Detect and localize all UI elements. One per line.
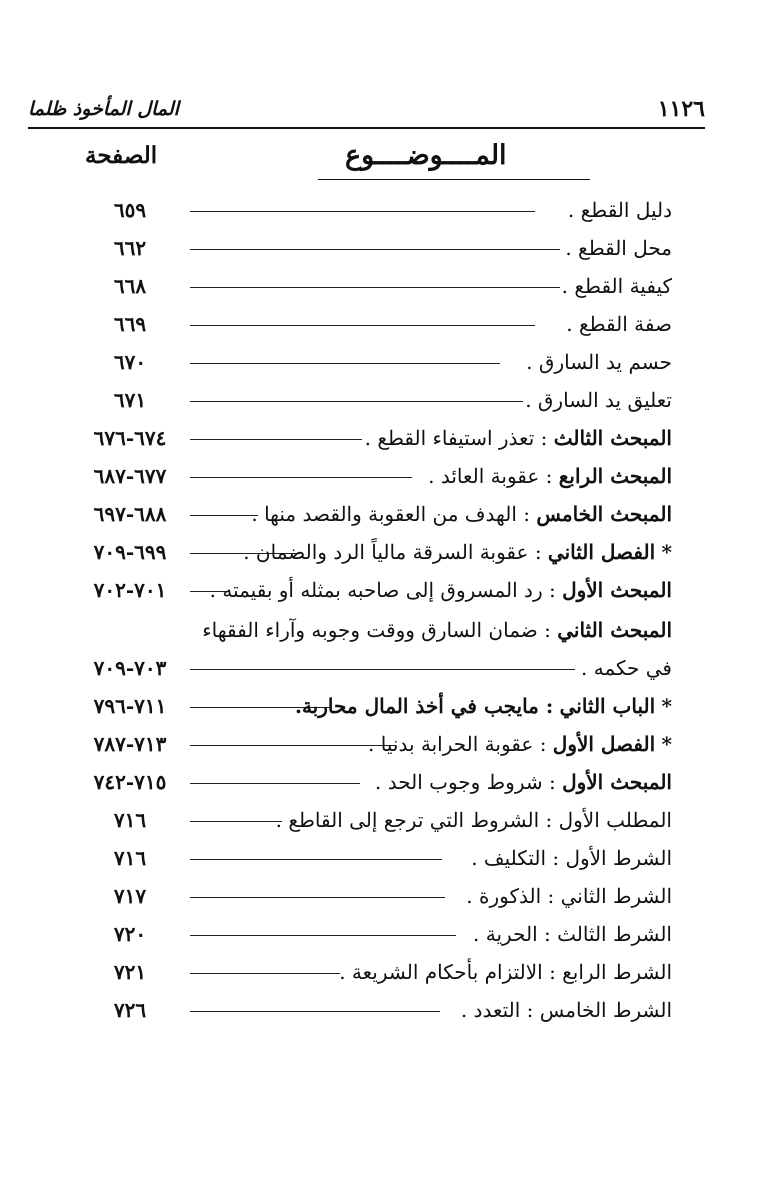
toc-row xyxy=(60,534,672,572)
dot-leader xyxy=(190,211,535,212)
toc-entry-title: الشرط الثالث : الحرية . xyxy=(473,922,672,946)
toc-row xyxy=(60,726,672,764)
toc-row xyxy=(60,496,672,534)
bullet-star-icon: * xyxy=(661,732,672,756)
toc-entry xyxy=(565,234,672,262)
toc-entry-title: : مايجب في أخذ المال محاربة. xyxy=(294,694,554,718)
bullet-star-icon: * xyxy=(661,694,672,718)
toc-entry-title: محل القطع . xyxy=(565,236,672,260)
dot-leader xyxy=(190,401,523,402)
running-header xyxy=(28,96,705,126)
toc-row xyxy=(60,612,672,650)
toc-entry xyxy=(566,310,672,338)
toc-entry xyxy=(471,844,672,872)
toc-page-ref: ٦٧١ xyxy=(113,388,147,412)
toc-page-ref: ٧١١-٧٩٦ xyxy=(93,694,167,718)
toc-page-ref: ٧٠٣-٧٠٩ xyxy=(93,656,167,680)
toc-entry xyxy=(461,996,672,1024)
toc-page-ref: ٦٧٤-٦٧٦ xyxy=(93,426,167,450)
toc-row xyxy=(60,802,672,840)
toc-entry-label: المبحث الأول xyxy=(562,770,672,794)
toc-entry-label: الباب الثاني xyxy=(559,694,656,718)
toc-entry-title: الشرط الخامس : التعدد . xyxy=(460,998,672,1022)
toc-entry-title: : رد المسروق إلى صاحبه بمثله أو بقيمته . xyxy=(209,578,556,602)
toc-page-ref: ٧١٣-٧٨٧ xyxy=(93,732,167,756)
toc-entry xyxy=(562,272,672,300)
toc-entry xyxy=(428,462,672,490)
toc-row xyxy=(60,382,672,420)
dot-leader xyxy=(190,515,258,516)
toc-row xyxy=(60,688,672,726)
toc-page-ref: ٧١٥-٧٤٢ xyxy=(93,770,167,794)
dot-leader xyxy=(190,783,360,784)
toc-entry xyxy=(251,500,672,528)
toc-entry xyxy=(295,692,672,720)
dot-leader xyxy=(190,1011,440,1012)
dot-leader xyxy=(190,669,575,670)
dot-leader xyxy=(190,859,442,860)
toc-entry-title: : تعذر استيفاء القطع . xyxy=(364,426,548,450)
toc-page-ref: ٦٥٩ xyxy=(113,198,147,222)
page-number: ١١٢٦ xyxy=(657,96,705,122)
toc-row xyxy=(60,344,672,382)
dot-leader xyxy=(190,363,500,364)
toc-entry xyxy=(581,654,672,682)
header-rule xyxy=(28,127,705,129)
toc-entry-title: : الهدف من العقوبة والقصد منها . xyxy=(251,502,531,526)
toc-page-ref: ٦٨٨-٦٩٧ xyxy=(93,502,167,526)
topic-heading-underline xyxy=(318,179,590,180)
toc-row xyxy=(60,954,672,992)
toc-page-ref: ٧٢٦ xyxy=(113,998,147,1022)
toc-page-ref: ٧٢٠ xyxy=(113,922,147,946)
toc-entry-title: الشرط الرابع : الالتزام بأحكام الشريعة . xyxy=(339,960,672,984)
toc-entry xyxy=(568,196,672,224)
toc-page-ref: ٦٦٩ xyxy=(113,312,147,336)
toc-page-ref: ٦٦٢ xyxy=(113,236,147,260)
toc-row xyxy=(60,840,672,878)
toc-entry-title: الشرط الأول : التكليف . xyxy=(471,846,672,870)
toc-entry-title: الشرط الثاني : الذكورة . xyxy=(466,884,672,908)
toc-page-ref: ٧٢١ xyxy=(113,960,147,984)
toc-row xyxy=(60,916,672,954)
toc-entry xyxy=(525,386,672,414)
toc-row xyxy=(60,650,672,688)
bullet-star-icon: * xyxy=(661,540,672,564)
toc-row xyxy=(60,572,672,610)
toc-entry xyxy=(368,730,672,758)
toc-entry xyxy=(339,958,672,986)
toc-page-ref: ٧٠١-٧٠٢ xyxy=(93,578,167,602)
toc-page-ref: ٦٧٧-٦٨٧ xyxy=(93,464,167,488)
toc-entry-label: المبحث الأول xyxy=(562,578,672,602)
dot-leader xyxy=(190,973,340,974)
book-title: المال المأخوذ ظلما xyxy=(28,98,179,120)
toc-page-ref: ٦٩٩-٧٠٩ xyxy=(93,540,167,564)
dot-leader xyxy=(190,897,445,898)
toc-entry xyxy=(466,882,672,910)
toc-page-ref: ٧١٦ xyxy=(113,846,147,870)
dot-leader xyxy=(190,287,560,288)
toc-page-ref: ٦٦٨ xyxy=(113,274,147,298)
toc-row xyxy=(60,192,672,230)
toc-entry-title: صفة القطع . xyxy=(566,312,672,336)
page-column-heading: الصفحة xyxy=(85,142,158,169)
toc-entry xyxy=(276,806,672,834)
toc-row xyxy=(60,268,672,306)
dot-leader xyxy=(190,745,396,746)
toc-row xyxy=(60,306,672,344)
toc-page-ref: ٦٧٠ xyxy=(113,350,147,374)
toc-entry-title: : عقوبة السرقة مالياً الرد والضمان . xyxy=(243,540,542,564)
topic-column-heading: المــــوضــــوع xyxy=(345,140,507,171)
toc-entry-title: : شروط وجوب الحد . xyxy=(375,770,556,794)
toc-entry-title: : ضمان السارق ووقت وجوبه وآراء الفقهاء xyxy=(202,618,551,642)
toc-entry-label: المبحث الثالث xyxy=(553,426,672,450)
toc-entry xyxy=(243,538,672,566)
dot-leader xyxy=(190,439,362,440)
toc-entry-title: دليل القطع . xyxy=(567,198,672,222)
toc-entry-label: المبحث الخامس xyxy=(536,502,672,526)
dot-leader xyxy=(190,477,412,478)
toc-entry xyxy=(375,768,672,796)
toc-entry-title: كيفية القطع . xyxy=(561,274,672,298)
dot-leader xyxy=(190,821,282,822)
dot-leader xyxy=(190,249,560,250)
toc-row xyxy=(60,992,672,1030)
toc-row xyxy=(60,420,672,458)
dot-leader xyxy=(190,935,456,936)
toc-page-ref: ٧١٧ xyxy=(113,884,147,908)
toc-entry xyxy=(473,920,672,948)
toc-entry-label: المبحث الرابع xyxy=(558,464,672,488)
toc-entry-title: في حكمه . xyxy=(581,656,672,680)
toc-page-ref: ٧١٦ xyxy=(113,808,147,832)
toc-row xyxy=(60,878,672,916)
toc-entry xyxy=(210,576,672,604)
toc-entry-title: حسم يد السارق . xyxy=(526,350,672,374)
dot-leader xyxy=(190,325,535,326)
toc-entry xyxy=(202,616,672,644)
toc-entry-label: الفصل الثاني xyxy=(547,540,656,564)
toc-entry-title: : عقوبة الحرابة بدنيا . xyxy=(368,732,547,756)
toc-row xyxy=(60,230,672,268)
toc-row xyxy=(60,764,672,802)
toc-row xyxy=(60,458,672,496)
toc-entry-title: المطلب الأول : الشروط التي ترجع إلى القاطع . xyxy=(275,808,672,832)
toc-entry xyxy=(365,424,672,452)
toc-entry-label: الفصل الأول xyxy=(552,732,656,756)
toc-entry-label: المبحث الثاني xyxy=(557,618,672,642)
toc-entry-title: تعليق يد السارق . xyxy=(525,388,672,412)
toc-entry xyxy=(526,348,672,376)
toc-entry-title: : عقوبة العائد . xyxy=(428,464,553,488)
